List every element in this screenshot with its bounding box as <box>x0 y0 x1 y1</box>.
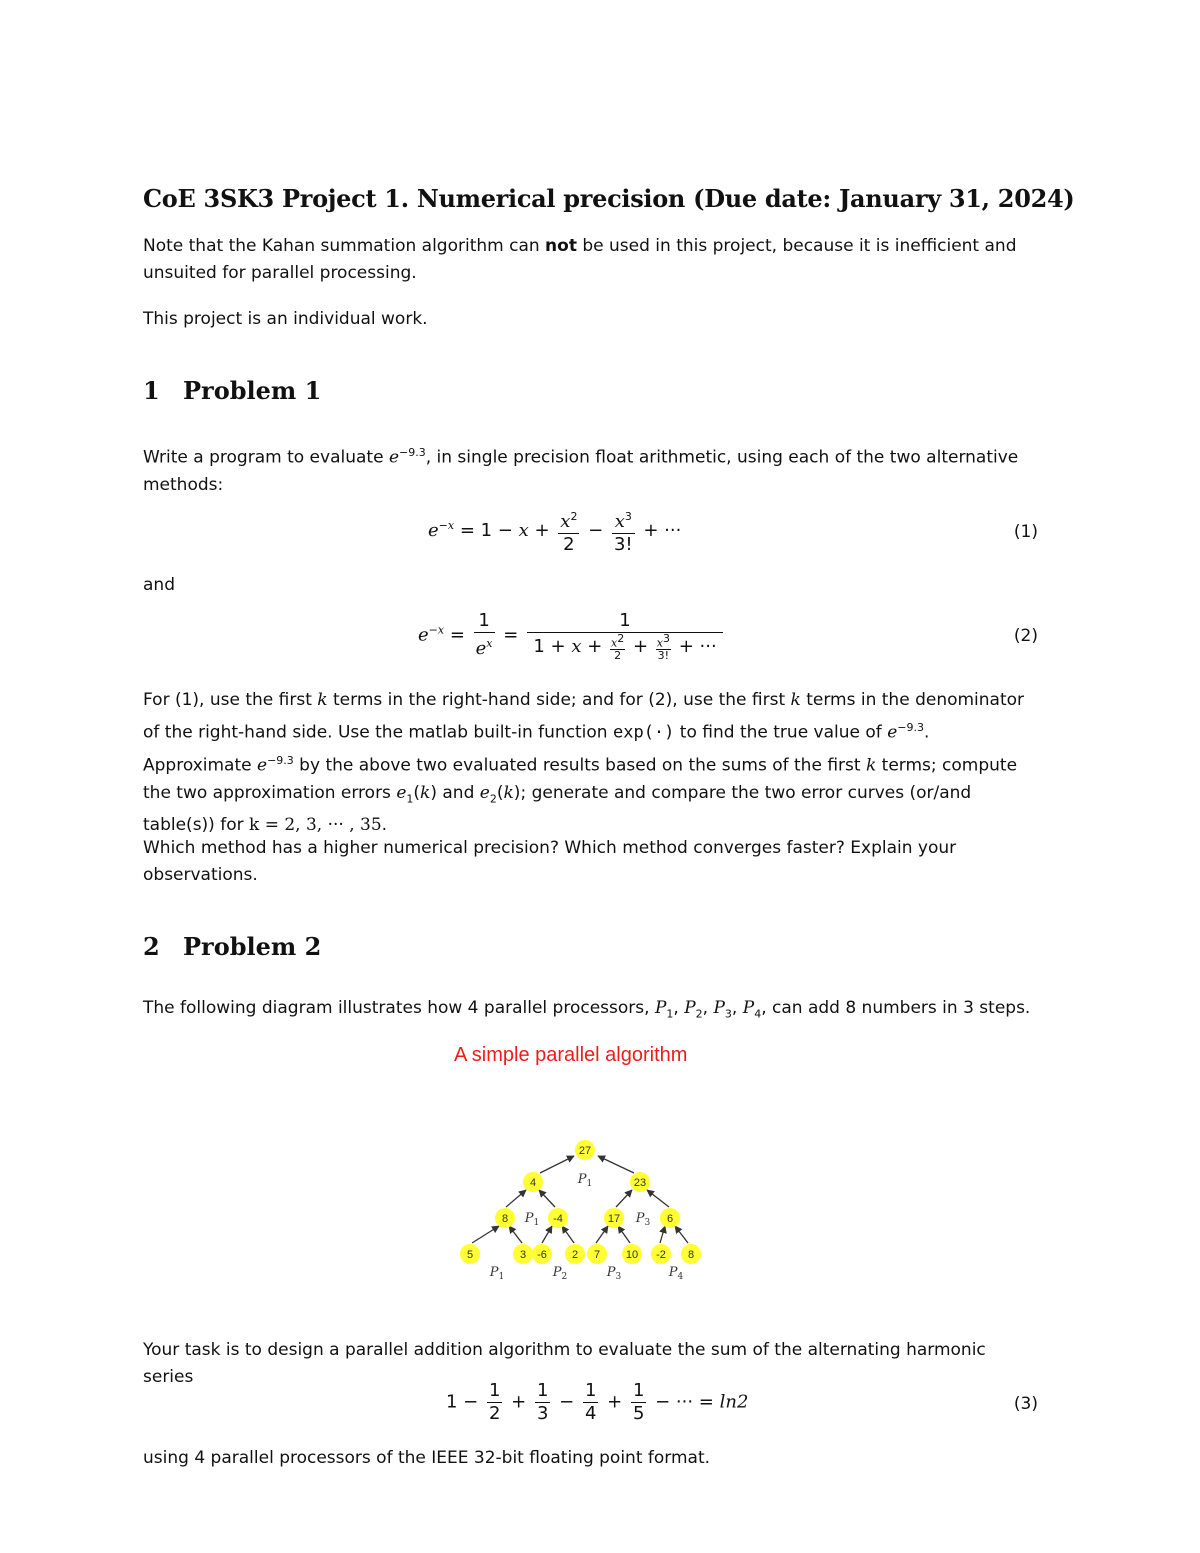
tree-node-value: 17 <box>607 1213 621 1225</box>
processor-label: $P_3$ <box>635 1211 651 1228</box>
tree-leaf-value: 10 <box>625 1249 639 1261</box>
processor-label: $P_2$ <box>552 1265 568 1282</box>
diagram-title: A simple parallel algorithm <box>454 1044 688 1066</box>
edge <box>618 1226 630 1243</box>
processor-label: $P_1$ <box>577 1172 593 1189</box>
problem2-processors-note: using 4 parallel processors of the IEEE 32-bit floating point format. <box>143 1448 711 1468</box>
emphasis-not: not <box>545 236 577 256</box>
tree-node-root-value: 27 <box>578 1145 592 1157</box>
tree-node-value: 23 <box>633 1177 647 1189</box>
edge <box>675 1226 688 1243</box>
tree-node-value: 8 <box>501 1213 509 1225</box>
section-1-heading: 1 Problem 1 <box>143 376 322 405</box>
equation-3-number: (3) <box>1013 1394 1038 1414</box>
problem2-intro: The following diagram illustrates how 4 parallel processors, $P_1$, $P_2$, $P_3$, $P_4$, can add 8 numbers in 3 steps. <box>143 998 1031 1021</box>
tree-leaf-value: 3 <box>519 1249 527 1261</box>
edge <box>562 1226 574 1243</box>
tree-leaf-value: 2 <box>571 1249 579 1261</box>
processor-label: $P_1$ <box>524 1211 540 1228</box>
problem1-questions: Which method has a higher numerical precision? Which method converges faster? Explain your observations. <box>143 838 957 885</box>
tree-leaf-value: 7 <box>593 1249 601 1261</box>
edge <box>598 1156 634 1173</box>
parallel-sum-tree-diagram <box>450 1130 720 1290</box>
tree-node-value: -4 <box>553 1213 563 1225</box>
tree-leaf-value: -6 <box>537 1249 547 1261</box>
processor-label: $P_3$ <box>606 1265 622 1282</box>
problem1-intro: Write a program to evaluate $e^{-9.3}$, in single precision float arithmetic, using each of the two alternative methods: <box>143 446 1019 495</box>
edge <box>540 1156 574 1173</box>
tree-node-value: 6 <box>666 1213 674 1225</box>
processor-label: $P_1$ <box>489 1265 505 1282</box>
tree-leaf-value: 5 <box>466 1249 474 1261</box>
and-word: and <box>143 575 175 595</box>
edge <box>542 1226 552 1243</box>
tree-leaf-value: -2 <box>656 1249 666 1261</box>
edge <box>660 1226 665 1243</box>
edge <box>616 1190 632 1207</box>
page-title: CoE 3SK3 Project 1. Numerical precision (Due date: January 31, 2024) <box>143 184 1075 213</box>
equation-1: $e^{-x} = 1 - x$ + $\frac{x^2}{2}$ − $\frac{x^3}{3!}$ + ··· <box>428 510 682 555</box>
edge <box>647 1190 669 1207</box>
equation-3: 1 − $\frac{1}{2}$ + $\frac{1}{3}$ − $\frac{1}{4}$ + $\frac{1}{5}$ − ··· = ln2 <box>446 1380 749 1424</box>
note-paragraph: Note that the Kahan summation algorithm can not be used in this project, because it is inefficient and unsuited for parallel processing. <box>143 236 1017 283</box>
equation-2-number: (2) <box>1013 626 1038 646</box>
problem1-paragraph-2: For (1), use the first k terms in the right-hand side; and for (2), use the first k terms in the denominator of the right-hand side. Use the matlab built-in function exp(·) to find the true value of $e^{-9.3}$. <box>143 690 1025 743</box>
problem2-task: Your task is to design a parallel addition algorithm to evaluate the sum of the alternating harmonic series <box>143 1340 986 1387</box>
edge <box>506 1190 526 1207</box>
edge <box>472 1226 499 1243</box>
problem1-paragraph-3: Approximate $e^{-9.3}$ by the above two evaluated results based on the sums of the first k terms; compute the two approximation errors $e_1(k)$ and $e_2(k)$; generate and compare the two error curves (or/and table(s)) for k = 2, 3, ··· , 35. <box>143 754 1018 836</box>
tree-node-value: 4 <box>529 1177 537 1189</box>
section-2-heading: 2 Problem 2 <box>143 932 322 961</box>
processor-label: $P_4$ <box>668 1265 684 1282</box>
individual-note: This project is an individual work. <box>143 309 428 329</box>
edge <box>509 1226 522 1243</box>
tree-leaf-value: 8 <box>687 1249 695 1261</box>
equation-2: $e^{-x}$ = $\frac{1}{e^x}$ = 1 1 + x + $\frac{x^2}{2}$ + $\frac{x^3}{3!}$ + ··· <box>418 610 726 661</box>
edge <box>539 1190 555 1207</box>
equation-1-number: (1) <box>1013 522 1038 542</box>
edge <box>596 1226 608 1243</box>
